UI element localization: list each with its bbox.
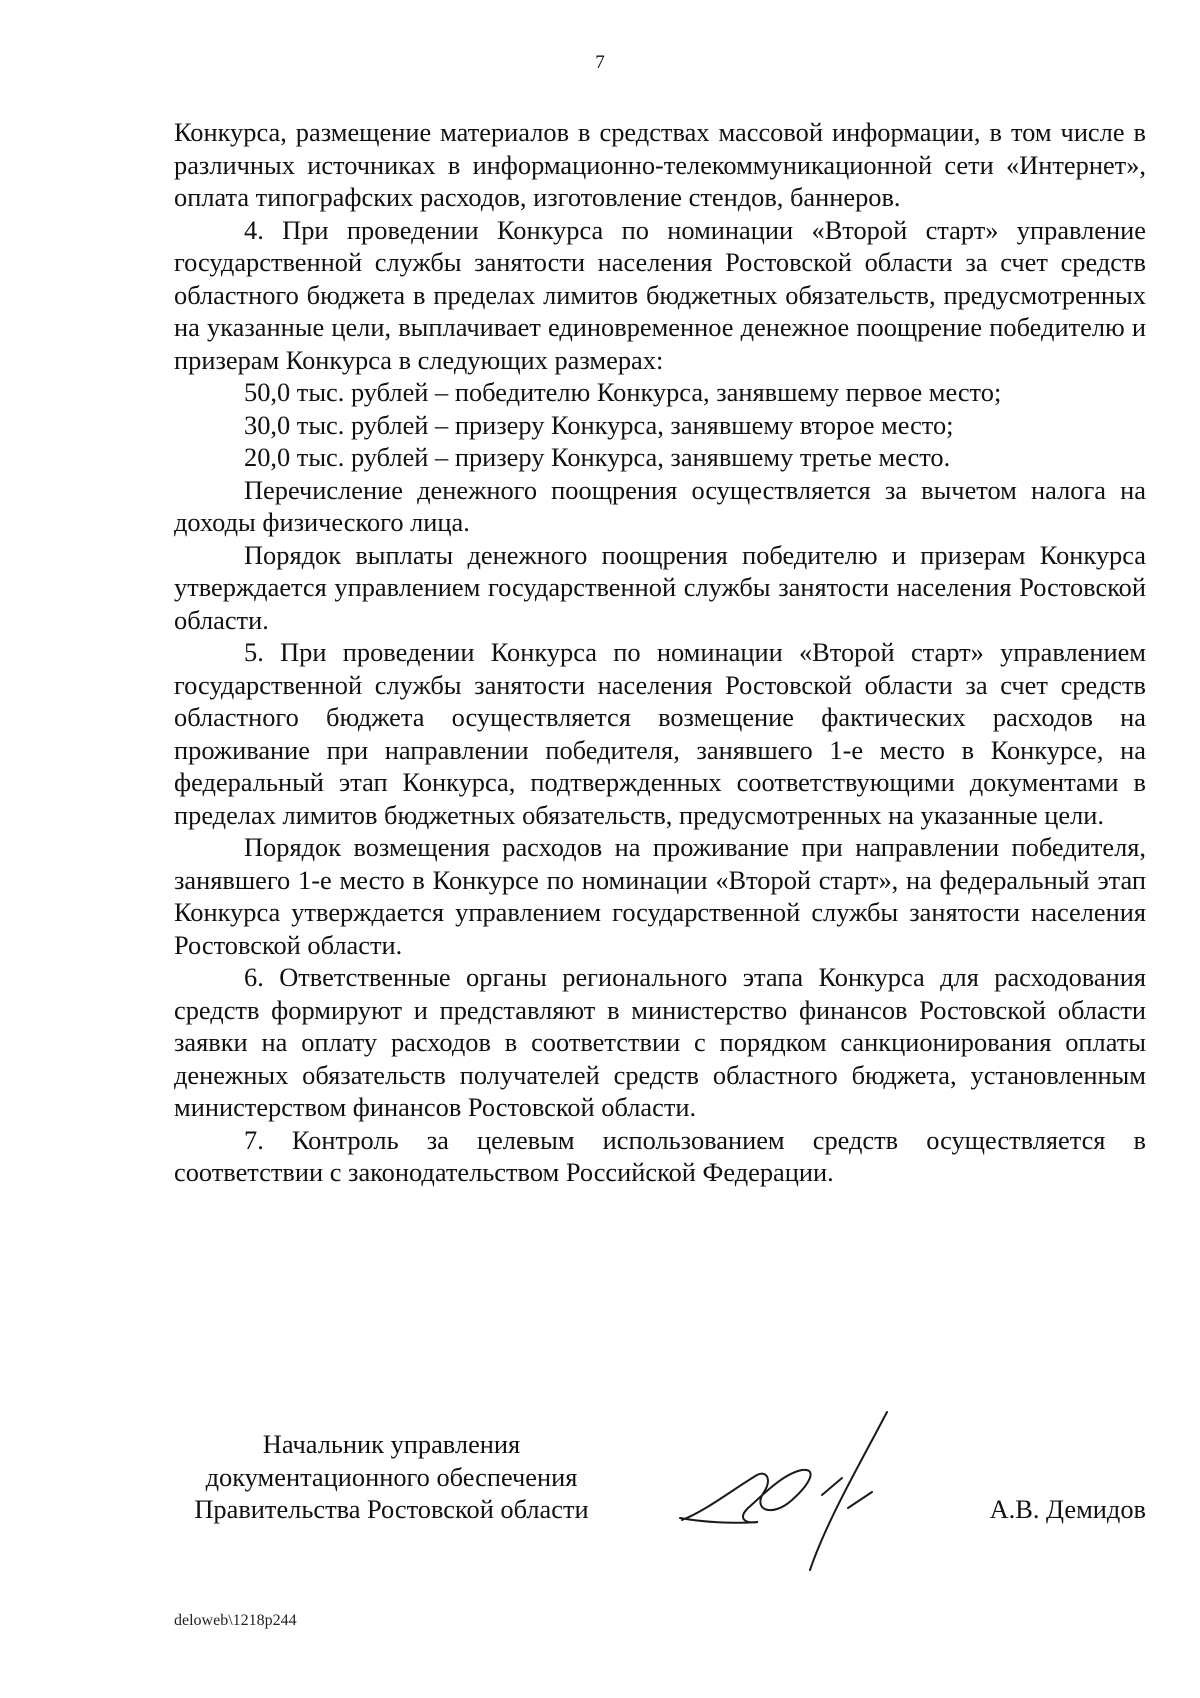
paragraph: Перечисление денежного поощрения осуществляется за вычетом налога на доходы физического лица. xyxy=(174,474,1146,537)
handwritten-signature xyxy=(652,1400,902,1580)
signatory-position-line: Правительства Ростовской области xyxy=(194,1494,589,1524)
paragraph: Порядок возмещения расходов на проживание при направлении победителя, занявшего 1-е место в Конкурсе по номинации «Второй старт», на федеральный этап Конкурса утверждается управлением государственной службы занятости населения Ростовской области. xyxy=(174,832,1146,960)
prize-third-place: 20,0 тыс. рублей – призеру Конкурса, занявшему третье место. xyxy=(244,442,951,472)
signatory-name: А.В. Демидов xyxy=(989,1494,1146,1524)
prize-second-place: 30,0 тыс. рублей – призеру Конкурса, занявшему второе место; xyxy=(244,409,954,440)
document-body xyxy=(174,116,1146,1189)
signatory-position xyxy=(174,1428,609,1526)
document-footer-code: deloweb\1218p244 xyxy=(174,1612,297,1629)
paragraph: 4. При проведении Конкурса по номинации «Второй старт» управление государственной службы занятости населения Ростовской области за счет средств областного бюджета в пределах лимитов бюджетных обязательств, предусмотренных на указанные цели, выплачивает единовременное денежное поощрение победителю и призерам Конкурса в следующих размерах: xyxy=(174,214,1146,375)
signatory-position-line: Начальник управления xyxy=(262,1429,521,1459)
paragraph: 7. Контроль за целевым использованием средств осуществляется в соответствии с законодательством Российской Федерации. xyxy=(174,1124,1146,1187)
paragraph: Конкурса, размещение материалов в средствах массовой информации, в том числе в различных источниках в информационно-телекоммуникационной сети «Интернет», оплата типографских расходов, изготовление стендов, баннеров. xyxy=(174,117,1146,212)
paragraph: 5. При проведении Конкурса по номинации «Второй старт» управлением государственной службы занятости населения Ростовской области за счет средств областного бюджета осуществляется возмещение фактических расходов на проживание при направлении победителя, занявшего 1-е место в Конкурсе, на федеральный этап Конкурса, подтвержденных соответствующими документами в пределах лимитов бюджетных обязательств, предусмотренных на указанные цели. xyxy=(174,637,1146,830)
paragraph: Порядок выплаты денежного поощрения победителю и призерам Конкурса утверждается управлением государственной службы занятости населения Ростовской области. xyxy=(174,539,1146,635)
page-number: 7 xyxy=(595,52,605,73)
signature-block xyxy=(174,1428,1146,1568)
signatory-position-line: документационного обеспечения xyxy=(205,1461,578,1492)
prize-first-place: 50,0 тыс. рублей – победителю Конкурса, занявшему первое место; xyxy=(244,377,1002,407)
paragraph: 6. Ответственные органы регионального этапа Конкурса для расходования средств формируют и представляют в министерство финансов Ростовской области заявки на оплату расходов в соответствии с порядком санкционирования оплаты денежных обязательств получателей средств областного бюджета, установленным министерством финансов Ростовской области. xyxy=(174,962,1146,1122)
